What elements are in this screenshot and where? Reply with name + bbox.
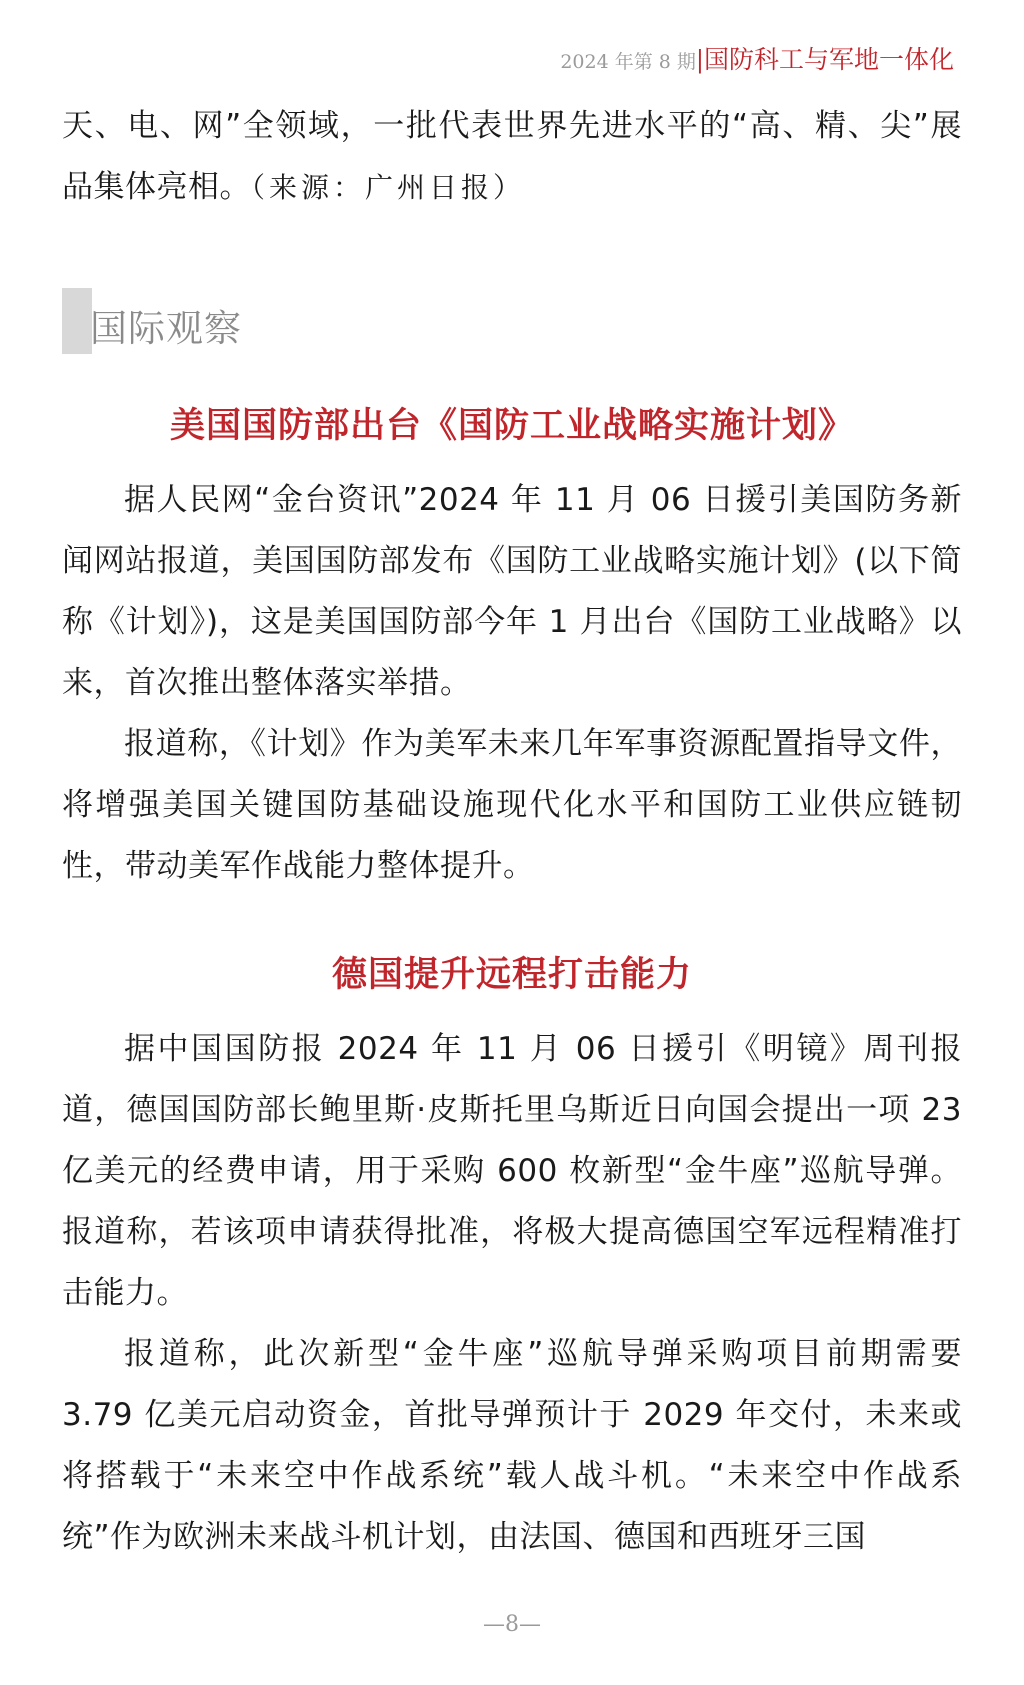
article-paragraph: 报道称，《计划》作为美军未来几年军事资源配置指导文件，将增强美国关键国防基础设施现代化水平和国防工业供应链韧性，带动美军作战能力整体提升。 xyxy=(62,726,962,884)
article-paragraph: 报道称，此次新型“金牛座”巡航导弹采购项目前期需要 3.79 亿美元启动资金，首批导弹预计于 2029 年交付，未来或将搭载于“未来空中作战系统”载人战斗机。“未来空中作战系统”作为欧洲未来战斗机计划，由法国、德国和西班牙三国 xyxy=(62,1336,962,1555)
section-title: 国际观察 xyxy=(90,307,242,350)
page-number: —8— xyxy=(483,1612,541,1637)
section-heading xyxy=(62,288,962,354)
article-title: 德国提升远程打击能力 xyxy=(331,955,692,995)
article-title: 美国国防部出台《国防工业战略实施计划》 xyxy=(169,406,854,446)
source-citation: （来源：广州日报） xyxy=(251,171,526,204)
intro-text: 天、电、网”全领域，一批代表世界先进水平的“高、精、尖”展品集体亮相。 xyxy=(62,108,962,205)
intro-paragraph xyxy=(62,96,962,218)
section-heading-bar xyxy=(62,288,92,354)
page-header xyxy=(560,40,954,76)
journal-title: 国防科工与军地一体化 xyxy=(703,45,954,74)
header-separator: | xyxy=(695,46,704,74)
issue-number: 2024 年第 8 期 xyxy=(560,51,696,73)
article-paragraph: 据中国国防报 2024 年 11 月 06 日援引《明镜》周刊报道，德国国防部长鲍里斯·皮斯托里乌斯近日向国会提出一项 23 亿美元的经费申请，用于采购 600 枚新型“金牛座”巡航导弹。报道称，若该项申请获得批准，将极大提高德国空军远程精准打击能力。 xyxy=(62,1031,962,1311)
page-content xyxy=(62,96,962,1568)
article-paragraph: 据人民网“金台资讯”2024 年 11 月 06 日援引美国防务新闻网站报道，美国国防部发布《国防工业战略实施计划》(以下简称《计划》)，这是美国国防部今年 1 月出台《国防工业战略》以来，首次推出整体落实举措。 xyxy=(62,482,962,701)
